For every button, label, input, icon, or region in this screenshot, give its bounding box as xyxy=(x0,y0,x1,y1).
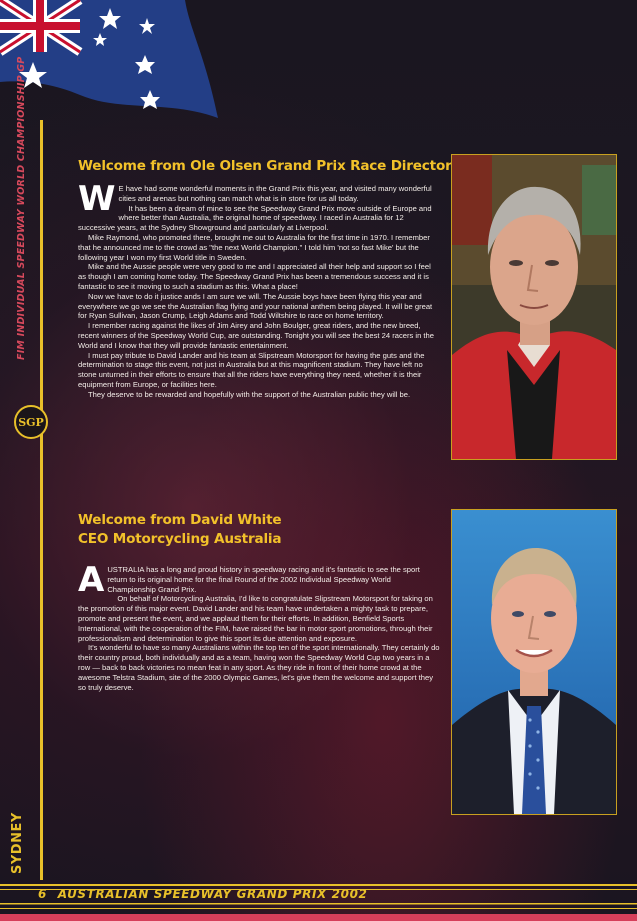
sgp-logo xyxy=(14,405,48,439)
section1-paragraph: They deserve to be rewarded and hopefully with the support of the Australian public they will be. xyxy=(88,389,411,399)
section1-heading: Welcome from Ole Olsen Grand Prix Race Director xyxy=(78,158,452,174)
section2-heading-line2: CEO Motorcycling Australia xyxy=(78,531,282,547)
david-white-photo xyxy=(451,509,617,815)
footer-publication-title: AUSTRALIAN SPEEDWAY GRAND PRIX 2002 xyxy=(57,887,368,901)
ole-olsen-photo xyxy=(451,154,617,460)
footer-title xyxy=(38,887,367,901)
section1-paragraph: I remember racing against the likes of Jim Airey and John Boulger, great riders, and the new breed, recent winners of the Speedway World Cup, are outstanding. Tonight you will see the best 24 racers in the World and I know that they will provide fantastic entertainment. xyxy=(78,321,434,350)
section1-dropcap: W xyxy=(78,179,116,219)
section2-paragraph: On behalf of Motorcycling Australia, I'd like to congratulate Slipstream Motorsport for taking on the promotion of this major event. David Lander and his team have undertaken a mighty task to prepare, promote and present the event, and we applaud them for their efforts. In addition, Benfield Sports International, with the cooperation of the FIM, have raised the bar in motor sport promotions, through their professionalism and determination to give this sport its due attention and exposure. xyxy=(78,594,433,643)
city-label-text: SYDNEY xyxy=(10,812,25,874)
city-label-vertical xyxy=(6,812,40,882)
series-title-vertical xyxy=(14,56,34,360)
section1-paragraph: E have had some wonderful moments in the Grand Prix this year, and visited many wonderful cities and arenas but nothing can match what is in store for us all today. xyxy=(118,184,432,203)
section1-paragraph: It has been a dream of mine to see the Speedway Grand Prix move outside of Europe and where better than Australia, the original home of speedway. I raced in Australia for 12 successive years, at the Sydney Showground and particularly at Liverpool. xyxy=(78,203,432,233)
section1-paragraph: Now we have to do it justice ands I am sure we will. The Aussie boys have been flying this year and everywhere we go we see the Australian flag flying and your national anthem being played. It will be great for Ryan Sullivan, Jason Crump, Leigh Adams and Todd Wiltshire to race on home territory. xyxy=(78,291,433,321)
section2-body xyxy=(78,560,440,692)
section1-body xyxy=(78,179,440,400)
section1-paragraph: Mike and the Aussie people were very good to me and I appreciated all their help and support so I feel as though I am coming home today. The Speedway Grand Prix has been a tremendous success and it is fantastic to see it moving to such a stadium as this. What a place! xyxy=(78,262,431,291)
sgp-logo-text: SGP xyxy=(18,415,44,429)
section2-dropcap: A xyxy=(78,560,105,600)
series-title-text: FIM INDIVIDUAL SPEEDWAY WORLD CHAMPIONSHIP GP xyxy=(16,56,27,360)
section2-paragraph: It's wonderful to have so many Australians within the top ten of the sport internationally. They certainly do their country proud, both individually and as a team, having won the Speedway World Cup two years in a row — back to back victories no mean feat in any sport. As they ride in front of their home crowd at the awesome Telstra Stadium, site of the 2000 Olympic Games, let's give them the welcome and support they so truly deserve. xyxy=(78,643,440,692)
section1-paragraph: Mike Raymond, who promoted there, brought me out to Australia for the first time in 1970. I remember that he announced me to the crowd as "the next World Champion." I told him 'not so fast Mike' but the following year I won my first World title in Sweden. xyxy=(78,232,430,262)
australian-flag-graphic xyxy=(0,0,220,125)
section1-paragraph: I must pay tribute to David Lander and his team at Slipstream Motorsport for having the guts and the determination to stage this event, not just in Australia but at this magnificent stadium. They have left no stone unturned in their efforts to ensure that all the riders have everything they need, whether it is their equipment from Europe, or facilities here. xyxy=(78,350,425,389)
page-number: 6 xyxy=(38,887,47,901)
side-accent-line xyxy=(40,120,43,880)
section2-heading-line1: Welcome from David White xyxy=(78,512,282,528)
section2-paragraph: USTRALIA has a long and proud history in speedway racing and it's fantastic to see the sport return to its original home for the final Round of the 2002 Individual Speedway World Championship Grand Prix. xyxy=(107,565,420,594)
